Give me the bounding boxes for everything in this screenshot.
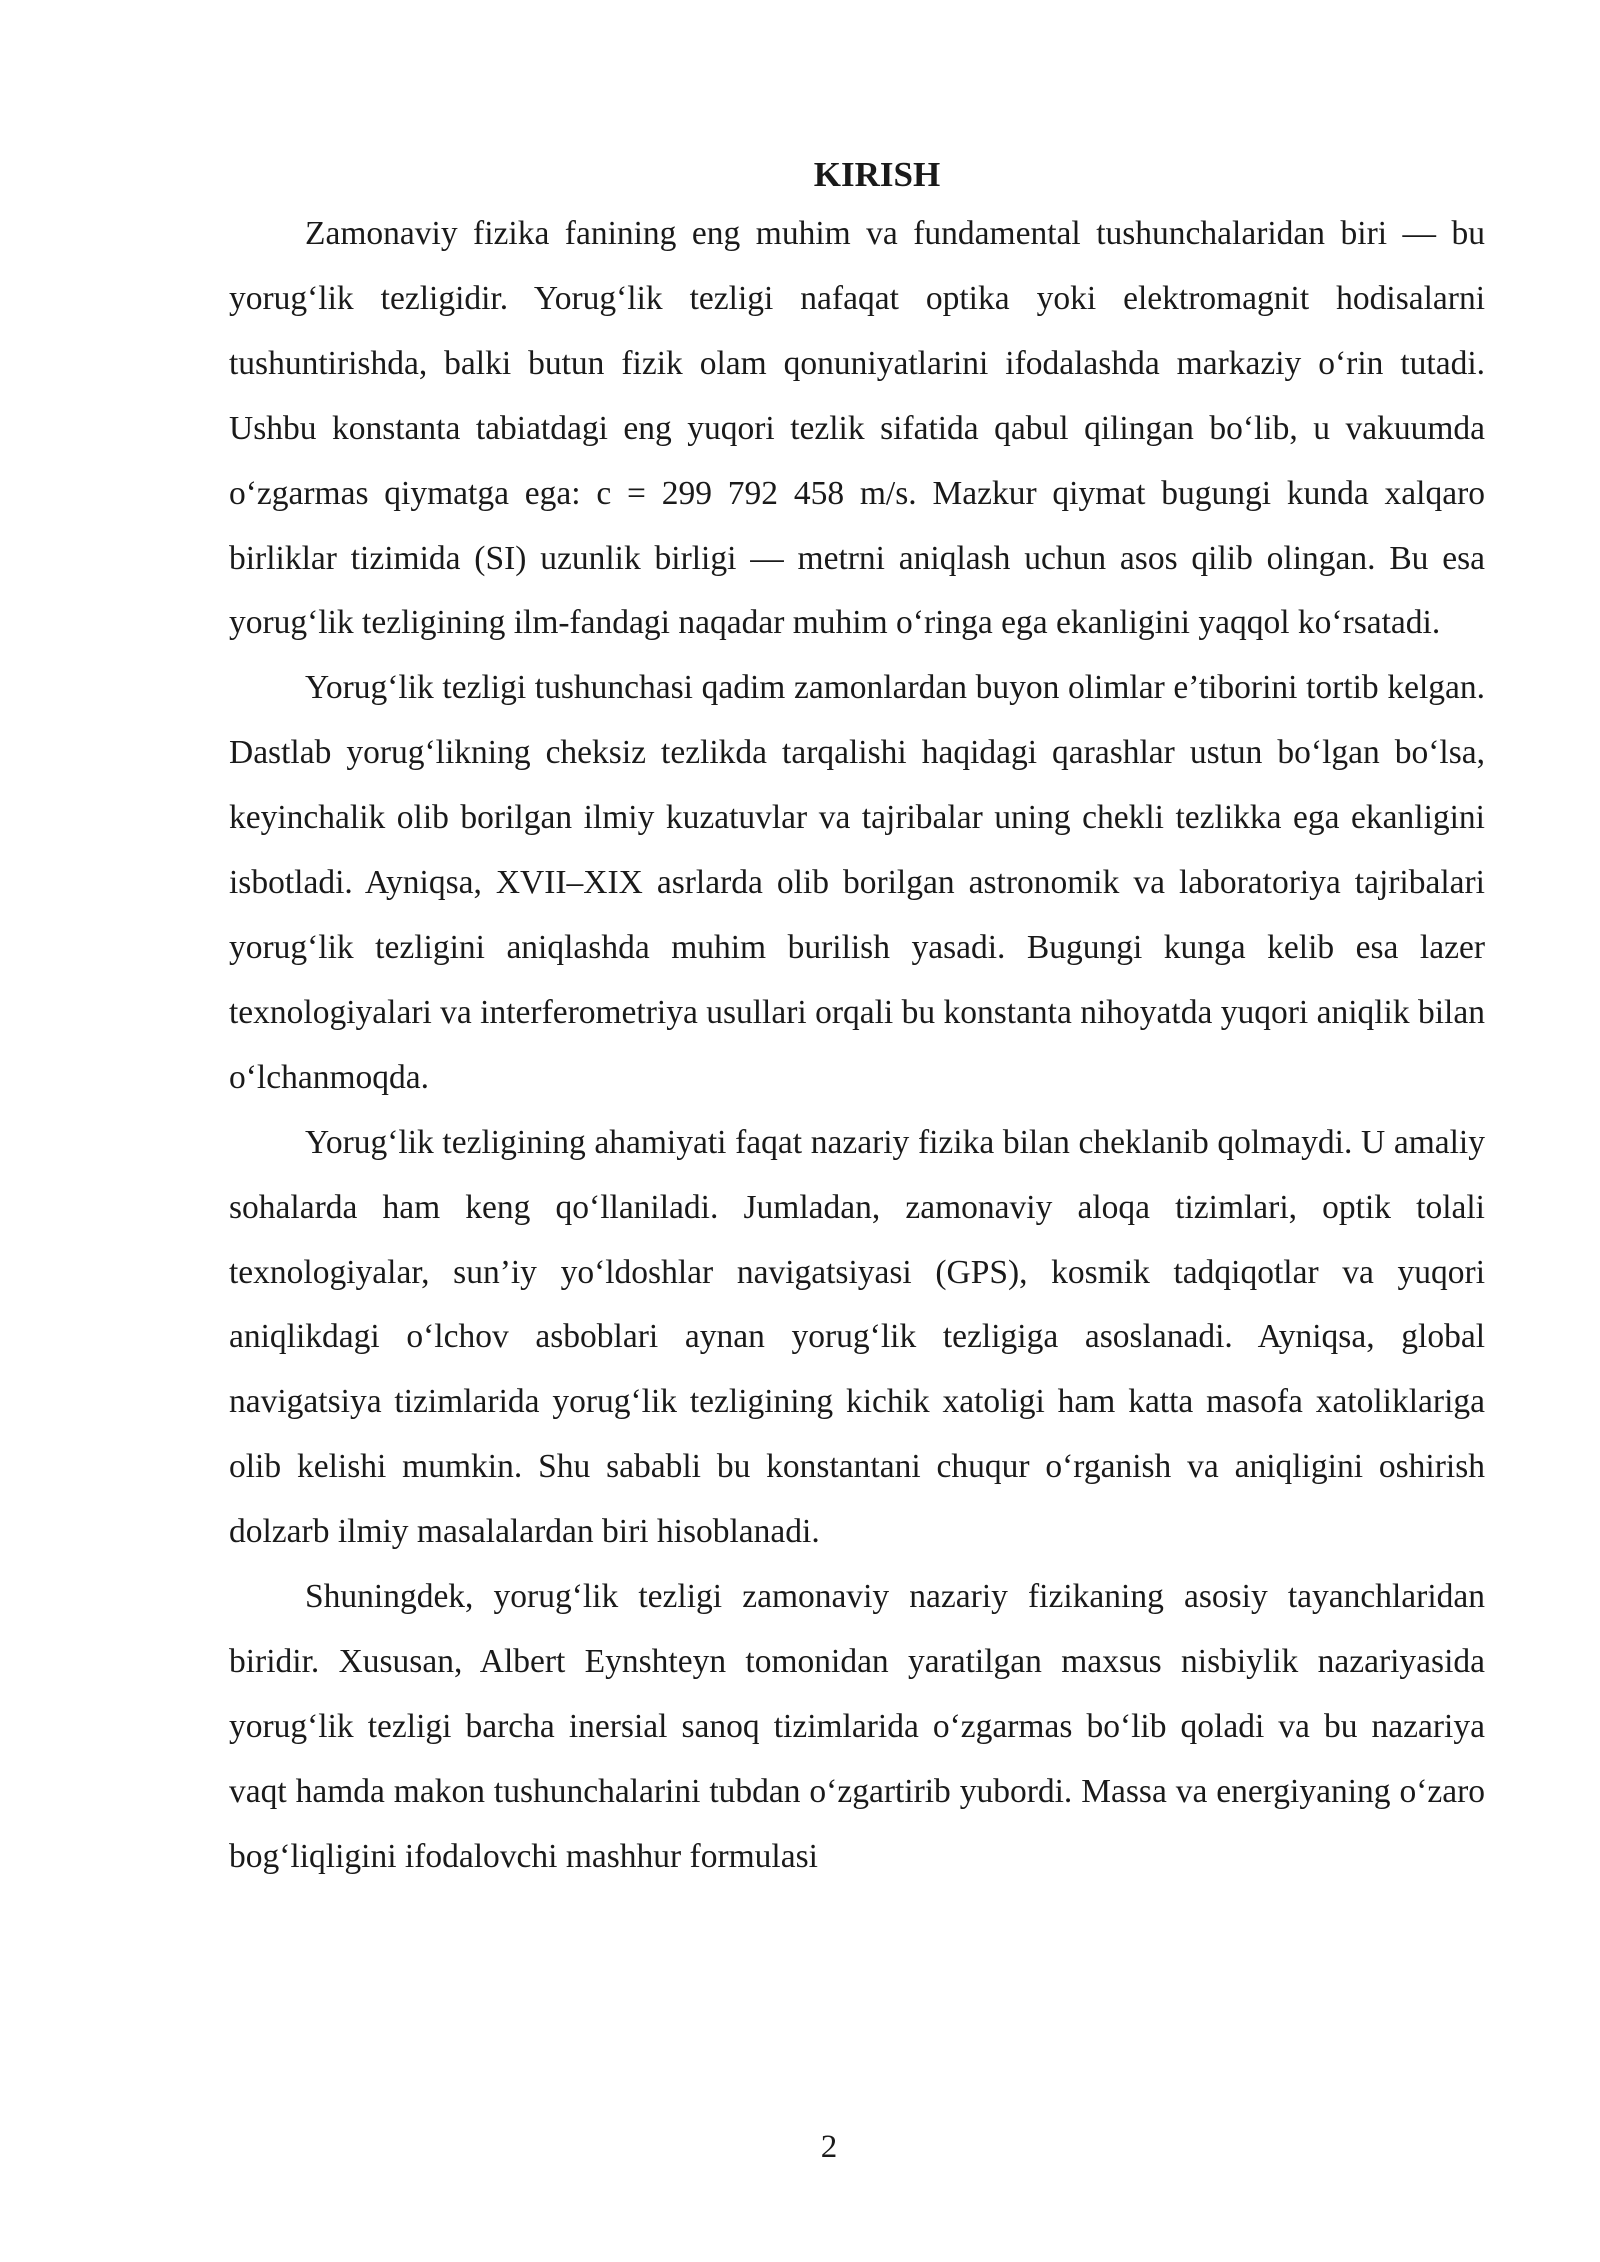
paragraph-1: Zamonaviy fizika fanining eng muhim va fundamental tushunchalaridan biri — bu yorug‘lik tezligidir. Yorug‘lik tezligi nafaqat optika yoki elektromagnit hodisalarni tushuntirishda, balki butun fizik olam qonuniyatlarini ifodalashda markaziy o‘rin tutadi. Ushbu konstanta tabiatdagi eng yuqori tezlik sifatida qabul qilingan bo‘lib, u vakuumda o‘zgarmas qiymatga ega: c = 299 792 458 m/s. Mazkur qiymat bugungi kunda xalqaro birliklar tizimida (SI) uzunlik birligi — metrni aniqlash uchun asos qilib olingan. Bu esa yorug‘lik tezligining ilm-fandagi naqadar muhim o‘ringa ega ekanligini yaqqol ko‘rsatadi. (229, 215, 1485, 642)
paragraph-3: Yorug‘lik tezligining ahamiyati faqat nazariy fizika bilan cheklanib qolmaydi. U amaliy sohalarda ham keng qo‘llaniladi. Jumladan, zamonaviy aloqa tizimlari, optik tolali texnologiyalar, sun’iy yo‘ldoshlar navigatsiyasi (GPS), kosmik tadqiqotlar va yuqori aniqlikdagi o‘lchov asboblari aynan yorug‘lik tezligiga asoslanadi. Ayniqsa, global navigatsiya tizimlarida yorug‘lik tezligining kichik xatoligi ham katta masofa xatoliklariga olib kelishi mumkin. Shu sababli bu konstantani chuqur o‘rganish va aniqligini oshirish dolzarb ilmiy masalalardan biri hisoblanadi. (229, 1123, 1485, 1551)
page-number: 2 (820, 2129, 838, 2165)
document-page (229, 148, 1485, 1890)
paragraph-2: Yorug‘lik tezligi tushunchasi qadim zamonlardan buyon olimlar e’tiborini tortib kelgan. Dastlab yorug‘likning cheksiz tezlikda tarqalishi haqidagi qarashlar ustun bo‘lgan bo‘lsa, keyinchalik olib borilgan ilmiy kuzatuvlar va tajribalar uning chekli tezlikka ega ekanligini isbotladi. Ayniqsa, XVII–XIX asrlarda olib borilgan astronomik va laboratoriya tajribalari yorug‘lik tezligini aniqlashda muhim burilish yasadi. Bugungi kunga kelib esa lazer texnologiyalari va interferometriya usullari orqali bu konstanta nihoyatda yuqori aniqlik bilan o‘lchanmoqda. (229, 669, 1485, 1096)
paragraph-4: Shuningdek, yorug‘lik tezligi zamonaviy nazariy fizikaning asosiy tayanchlaridan biridir. Xususan, Albert Eynshteyn tomonidan yaratilgan maxsus nisbiylik nazariyasida yorug‘lik tezligi barcha inersial sanoq tizimlarida o‘zgarmas bo‘lib qoladi va bu nazariya vaqt hamda makon tushunchalarini tubdan o‘zgartirib yubordi. Massa va energiyaning o‘zaro bog‘liqligini ifodalovchi mashhur formulasi (229, 1578, 1485, 1875)
section-title: KIRISH (813, 155, 941, 194)
